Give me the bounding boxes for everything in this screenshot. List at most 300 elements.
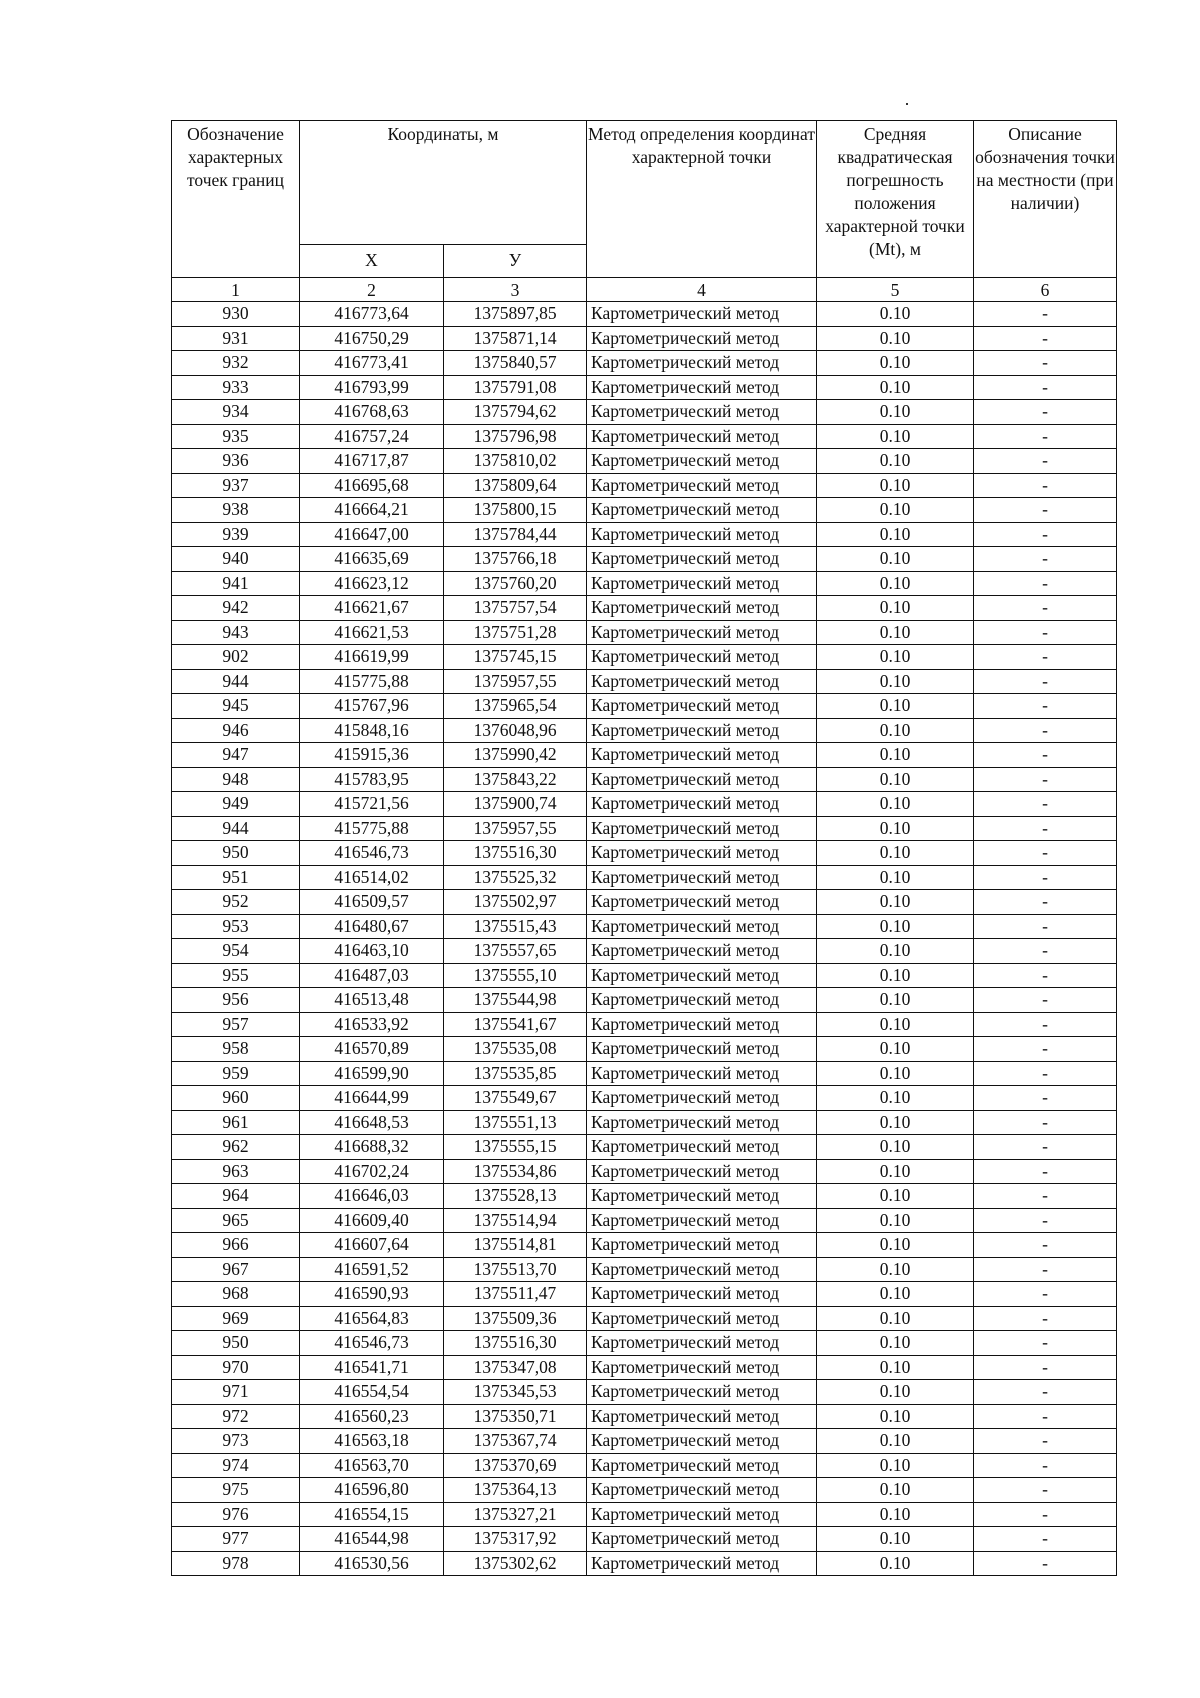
- point-id-cell: 972: [172, 1404, 300, 1429]
- description-cell: -: [974, 1331, 1117, 1356]
- point-id-cell: 947: [172, 743, 300, 768]
- description-cell: -: [974, 718, 1117, 743]
- description-cell: -: [974, 963, 1117, 988]
- point-id-cell: 956: [172, 988, 300, 1013]
- method-cell: Картометрический метод: [587, 1453, 817, 1478]
- table-row: [172, 963, 1117, 988]
- x-coordinate-cell: 416563,18: [300, 1429, 444, 1454]
- y-coordinate-cell: 1375345,53: [444, 1380, 587, 1405]
- point-id-cell: 950: [172, 841, 300, 866]
- method-cell: Картометрический метод: [587, 302, 817, 327]
- x-coordinate-cell: 416644,99: [300, 1086, 444, 1111]
- table-row: [172, 694, 1117, 719]
- point-id-cell: 971: [172, 1380, 300, 1405]
- table-row: [172, 375, 1117, 400]
- x-coordinate-cell: 416509,57: [300, 890, 444, 915]
- y-coordinate-cell: 1375535,08: [444, 1037, 587, 1062]
- method-cell: Картометрический метод: [587, 522, 817, 547]
- error-cell: 0.10: [817, 1061, 974, 1086]
- error-cell: 0.10: [817, 1429, 974, 1454]
- method-cell: Картометрический метод: [587, 1478, 817, 1503]
- method-cell: Картометрический метод: [587, 620, 817, 645]
- x-coordinate-cell: 416648,53: [300, 1110, 444, 1135]
- table-row: [172, 841, 1117, 866]
- header-x: X: [300, 244, 444, 277]
- method-cell: Картометрический метод: [587, 988, 817, 1013]
- point-id-cell: 942: [172, 596, 300, 621]
- table-row: [172, 1037, 1117, 1062]
- y-coordinate-cell: 1375957,55: [444, 816, 587, 841]
- table-row: [172, 743, 1117, 768]
- description-cell: -: [974, 547, 1117, 572]
- description-cell: -: [974, 1282, 1117, 1307]
- y-coordinate-cell: 1375347,08: [444, 1355, 587, 1380]
- method-cell: Картометрический метод: [587, 351, 817, 376]
- description-cell: -: [974, 767, 1117, 792]
- point-id-cell: 975: [172, 1478, 300, 1503]
- table-row: [172, 914, 1117, 939]
- error-cell: 0.10: [817, 669, 974, 694]
- y-coordinate-cell: 1375843,22: [444, 767, 587, 792]
- method-cell: Картометрический метод: [587, 498, 817, 523]
- x-coordinate-cell: 416623,12: [300, 571, 444, 596]
- table-row: [172, 1404, 1117, 1429]
- error-cell: 0.10: [817, 767, 974, 792]
- description-cell: -: [974, 473, 1117, 498]
- x-coordinate-cell: 416702,24: [300, 1159, 444, 1184]
- table-row: [172, 522, 1117, 547]
- header-y: У: [444, 244, 587, 277]
- table-row: [172, 1086, 1117, 1111]
- method-cell: Картометрический метод: [587, 792, 817, 817]
- description-cell: -: [974, 694, 1117, 719]
- point-id-cell: 940: [172, 547, 300, 572]
- column-number: 2: [300, 278, 444, 302]
- description-cell: -: [974, 375, 1117, 400]
- method-cell: Картометрический метод: [587, 1184, 817, 1209]
- method-cell: Картометрический метод: [587, 841, 817, 866]
- method-cell: Картометрический метод: [587, 1086, 817, 1111]
- y-coordinate-cell: 1375796,98: [444, 424, 587, 449]
- x-coordinate-cell: 416533,92: [300, 1012, 444, 1037]
- table-row: [172, 326, 1117, 351]
- error-cell: 0.10: [817, 449, 974, 474]
- table-row: [172, 718, 1117, 743]
- x-coordinate-cell: 416793,99: [300, 375, 444, 400]
- point-id-cell: 959: [172, 1061, 300, 1086]
- y-coordinate-cell: 1375302,62: [444, 1551, 587, 1576]
- x-coordinate-cell: 416599,90: [300, 1061, 444, 1086]
- error-cell: 0.10: [817, 1110, 974, 1135]
- point-id-cell: 969: [172, 1306, 300, 1331]
- description-cell: -: [974, 1159, 1117, 1184]
- table-row: [172, 1061, 1117, 1086]
- error-cell: 0.10: [817, 1331, 974, 1356]
- y-coordinate-cell: 1375555,15: [444, 1135, 587, 1160]
- method-cell: Картометрический метод: [587, 914, 817, 939]
- y-coordinate-cell: 1375965,54: [444, 694, 587, 719]
- error-cell: 0.10: [817, 1159, 974, 1184]
- x-coordinate-cell: 416773,64: [300, 302, 444, 327]
- x-coordinate-cell: 415848,16: [300, 718, 444, 743]
- method-cell: Картометрический метод: [587, 1404, 817, 1429]
- y-coordinate-cell: 1375794,62: [444, 400, 587, 425]
- y-coordinate-cell: 1375511,47: [444, 1282, 587, 1307]
- column-number-row: [172, 278, 1117, 302]
- description-cell: -: [974, 914, 1117, 939]
- table-row: [172, 988, 1117, 1013]
- method-cell: Картометрический метод: [587, 767, 817, 792]
- x-coordinate-cell: 416647,00: [300, 522, 444, 547]
- x-coordinate-cell: 416530,56: [300, 1551, 444, 1576]
- table-row: [172, 1502, 1117, 1527]
- y-coordinate-cell: 1375551,13: [444, 1110, 587, 1135]
- method-cell: Картометрический метод: [587, 816, 817, 841]
- method-cell: Картометрический метод: [587, 645, 817, 670]
- method-cell: Картометрический метод: [587, 1282, 817, 1307]
- description-cell: -: [974, 400, 1117, 425]
- x-coordinate-cell: 416591,52: [300, 1257, 444, 1282]
- error-cell: 0.10: [817, 939, 974, 964]
- error-cell: 0.10: [817, 375, 974, 400]
- method-cell: Картометрический метод: [587, 963, 817, 988]
- error-cell: 0.10: [817, 1233, 974, 1258]
- error-cell: 0.10: [817, 620, 974, 645]
- column-number: 5: [817, 278, 974, 302]
- error-cell: 0.10: [817, 1453, 974, 1478]
- description-cell: -: [974, 865, 1117, 890]
- header-method: Метод определения координат характерной точки: [587, 121, 817, 278]
- header-error: Средняя квадратическая погрешность положения характерной точки (Mt), м: [817, 121, 974, 278]
- point-id-cell: 976: [172, 1502, 300, 1527]
- x-coordinate-cell: 416541,71: [300, 1355, 444, 1380]
- x-coordinate-cell: 416544,98: [300, 1527, 444, 1552]
- point-id-cell: 948: [172, 767, 300, 792]
- y-coordinate-cell: 1375766,18: [444, 547, 587, 572]
- table-row: [172, 1233, 1117, 1258]
- error-cell: 0.10: [817, 963, 974, 988]
- error-cell: 0.10: [817, 1527, 974, 1552]
- error-cell: 0.10: [817, 1380, 974, 1405]
- description-cell: -: [974, 326, 1117, 351]
- error-cell: 0.10: [817, 424, 974, 449]
- error-cell: 0.10: [817, 841, 974, 866]
- method-cell: Картометрический метод: [587, 1502, 817, 1527]
- error-cell: 0.10: [817, 547, 974, 572]
- y-coordinate-cell: 1375557,65: [444, 939, 587, 964]
- table-row: [172, 645, 1117, 670]
- method-cell: Картометрический метод: [587, 669, 817, 694]
- y-coordinate-cell: 1375897,85: [444, 302, 587, 327]
- method-cell: Картометрический метод: [587, 1331, 817, 1356]
- x-coordinate-cell: 416554,15: [300, 1502, 444, 1527]
- table-row: [172, 1527, 1117, 1552]
- method-cell: Картометрический метод: [587, 1551, 817, 1576]
- point-id-cell: 950: [172, 1331, 300, 1356]
- method-cell: Картометрический метод: [587, 1110, 817, 1135]
- table-row: [172, 816, 1117, 841]
- point-id-cell: 955: [172, 963, 300, 988]
- method-cell: Картометрический метод: [587, 694, 817, 719]
- x-coordinate-cell: 416563,70: [300, 1453, 444, 1478]
- method-cell: Картометрический метод: [587, 743, 817, 768]
- table-row: [172, 939, 1117, 964]
- method-cell: Картометрический метод: [587, 1037, 817, 1062]
- description-cell: -: [974, 1135, 1117, 1160]
- table-row: [172, 1355, 1117, 1380]
- description-cell: -: [974, 1110, 1117, 1135]
- table-row: [172, 767, 1117, 792]
- x-coordinate-cell: 415783,95: [300, 767, 444, 792]
- table-row: [172, 1208, 1117, 1233]
- y-coordinate-cell: 1375745,15: [444, 645, 587, 670]
- point-id-cell: 933: [172, 375, 300, 400]
- error-cell: 0.10: [817, 890, 974, 915]
- y-coordinate-cell: 1375350,71: [444, 1404, 587, 1429]
- error-cell: 0.10: [817, 302, 974, 327]
- table-row: [172, 792, 1117, 817]
- description-cell: -: [974, 890, 1117, 915]
- point-id-cell: 960: [172, 1086, 300, 1111]
- point-id-cell: 968: [172, 1282, 300, 1307]
- method-cell: Картометрический метод: [587, 449, 817, 474]
- y-coordinate-cell: 1375871,14: [444, 326, 587, 351]
- point-id-cell: 973: [172, 1429, 300, 1454]
- y-coordinate-cell: 1375541,67: [444, 1012, 587, 1037]
- x-coordinate-cell: 416546,73: [300, 841, 444, 866]
- x-coordinate-cell: 416621,67: [300, 596, 444, 621]
- y-coordinate-cell: 1375525,32: [444, 865, 587, 890]
- error-cell: 0.10: [817, 522, 974, 547]
- point-id-cell: 943: [172, 620, 300, 645]
- point-id-cell: 939: [172, 522, 300, 547]
- description-cell: -: [974, 841, 1117, 866]
- point-id-cell: 966: [172, 1233, 300, 1258]
- column-number: 3: [444, 278, 587, 302]
- x-coordinate-cell: 416688,32: [300, 1135, 444, 1160]
- description-cell: -: [974, 620, 1117, 645]
- y-coordinate-cell: 1375555,10: [444, 963, 587, 988]
- y-coordinate-cell: 1375317,92: [444, 1527, 587, 1552]
- y-coordinate-cell: 1375513,70: [444, 1257, 587, 1282]
- x-coordinate-cell: 416757,24: [300, 424, 444, 449]
- table-row: [172, 424, 1117, 449]
- point-id-cell: 967: [172, 1257, 300, 1282]
- point-id-cell: 963: [172, 1159, 300, 1184]
- point-id-cell: 958: [172, 1037, 300, 1062]
- y-coordinate-cell: 1375840,57: [444, 351, 587, 376]
- x-coordinate-cell: 416646,03: [300, 1184, 444, 1209]
- method-cell: Картометрический метод: [587, 1429, 817, 1454]
- description-cell: -: [974, 424, 1117, 449]
- method-cell: Картометрический метод: [587, 1527, 817, 1552]
- table-row: [172, 1380, 1117, 1405]
- error-cell: 0.10: [817, 1282, 974, 1307]
- description-cell: -: [974, 351, 1117, 376]
- description-cell: -: [974, 1502, 1117, 1527]
- x-coordinate-cell: 416596,80: [300, 1478, 444, 1503]
- point-id-cell: 978: [172, 1551, 300, 1576]
- x-coordinate-cell: 416773,41: [300, 351, 444, 376]
- description-cell: -: [974, 1012, 1117, 1037]
- description-cell: -: [974, 1306, 1117, 1331]
- description-cell: -: [974, 1355, 1117, 1380]
- method-cell: Картометрический метод: [587, 596, 817, 621]
- point-id-cell: 957: [172, 1012, 300, 1037]
- x-coordinate-cell: 416717,87: [300, 449, 444, 474]
- method-cell: Картометрический метод: [587, 375, 817, 400]
- point-id-cell: 938: [172, 498, 300, 523]
- table-row: [172, 1184, 1117, 1209]
- table-row: [172, 571, 1117, 596]
- table-row: [172, 669, 1117, 694]
- x-coordinate-cell: 416560,23: [300, 1404, 444, 1429]
- x-coordinate-cell: 416480,67: [300, 914, 444, 939]
- point-id-cell: 945: [172, 694, 300, 719]
- error-cell: 0.10: [817, 914, 974, 939]
- description-cell: -: [974, 596, 1117, 621]
- description-cell: -: [974, 988, 1117, 1013]
- x-coordinate-cell: 416546,73: [300, 1331, 444, 1356]
- method-cell: Картометрический метод: [587, 1208, 817, 1233]
- error-cell: 0.10: [817, 596, 974, 621]
- point-id-cell: 937: [172, 473, 300, 498]
- point-id-cell: 902: [172, 645, 300, 670]
- description-cell: -: [974, 571, 1117, 596]
- error-cell: 0.10: [817, 1306, 974, 1331]
- table-header: [172, 121, 1117, 302]
- table-row: [172, 302, 1117, 327]
- description-cell: -: [974, 669, 1117, 694]
- table-row: [172, 351, 1117, 376]
- table-row: [172, 449, 1117, 474]
- description-cell: -: [974, 1453, 1117, 1478]
- point-id-cell: 931: [172, 326, 300, 351]
- error-cell: 0.10: [817, 1355, 974, 1380]
- x-coordinate-cell: 416513,48: [300, 988, 444, 1013]
- y-coordinate-cell: 1375528,13: [444, 1184, 587, 1209]
- error-cell: 0.10: [817, 1257, 974, 1282]
- point-id-cell: 930: [172, 302, 300, 327]
- method-cell: Картометрический метод: [587, 890, 817, 915]
- point-id-cell: 964: [172, 1184, 300, 1209]
- table-row: [172, 620, 1117, 645]
- y-coordinate-cell: 1375784,44: [444, 522, 587, 547]
- coordinates-table: [171, 120, 1117, 1576]
- y-coordinate-cell: 1375900,74: [444, 792, 587, 817]
- table-row: [172, 1135, 1117, 1160]
- header-coordinates: Координаты, м: [300, 121, 587, 245]
- y-coordinate-cell: 1375544,98: [444, 988, 587, 1013]
- y-coordinate-cell: 1376048,96: [444, 718, 587, 743]
- error-cell: 0.10: [817, 988, 974, 1013]
- point-id-cell: 961: [172, 1110, 300, 1135]
- error-cell: 0.10: [817, 473, 974, 498]
- y-coordinate-cell: 1375549,67: [444, 1086, 587, 1111]
- point-id-cell: 954: [172, 939, 300, 964]
- x-coordinate-cell: 416635,69: [300, 547, 444, 572]
- method-cell: Картометрический метод: [587, 1159, 817, 1184]
- method-cell: Картометрический метод: [587, 1355, 817, 1380]
- table-row: [172, 400, 1117, 425]
- description-cell: -: [974, 1404, 1117, 1429]
- x-coordinate-cell: 416695,68: [300, 473, 444, 498]
- point-id-cell: 944: [172, 669, 300, 694]
- x-coordinate-cell: 416564,83: [300, 1306, 444, 1331]
- y-coordinate-cell: 1375502,97: [444, 890, 587, 915]
- error-cell: 0.10: [817, 743, 974, 768]
- description-cell: -: [974, 1527, 1117, 1552]
- point-id-cell: 962: [172, 1135, 300, 1160]
- point-id-cell: 932: [172, 351, 300, 376]
- x-coordinate-cell: 416750,29: [300, 326, 444, 351]
- method-cell: Картометрический метод: [587, 473, 817, 498]
- description-cell: -: [974, 498, 1117, 523]
- description-cell: -: [974, 1037, 1117, 1062]
- y-coordinate-cell: 1375757,54: [444, 596, 587, 621]
- error-cell: 0.10: [817, 1208, 974, 1233]
- y-coordinate-cell: 1375327,21: [444, 1502, 587, 1527]
- method-cell: Картометрический метод: [587, 424, 817, 449]
- table-row: [172, 473, 1117, 498]
- method-cell: Картометрический метод: [587, 718, 817, 743]
- description-cell: -: [974, 1478, 1117, 1503]
- method-cell: Картометрический метод: [587, 547, 817, 572]
- error-cell: 0.10: [817, 816, 974, 841]
- scan-speck: [906, 103, 908, 105]
- point-id-cell: 936: [172, 449, 300, 474]
- method-cell: Картометрический метод: [587, 939, 817, 964]
- description-cell: -: [974, 816, 1117, 841]
- error-cell: 0.10: [817, 1086, 974, 1111]
- header-description: Описание обозначения точки на местности (при наличии): [974, 121, 1117, 278]
- column-number: 6: [974, 278, 1117, 302]
- point-id-cell: 934: [172, 400, 300, 425]
- method-cell: Картометрический метод: [587, 1306, 817, 1331]
- error-cell: 0.10: [817, 792, 974, 817]
- x-coordinate-cell: 415915,36: [300, 743, 444, 768]
- point-id-cell: 965: [172, 1208, 300, 1233]
- description-cell: -: [974, 1551, 1117, 1576]
- x-coordinate-cell: 416590,93: [300, 1282, 444, 1307]
- description-cell: -: [974, 1086, 1117, 1111]
- error-cell: 0.10: [817, 1478, 974, 1503]
- x-coordinate-cell: 416619,99: [300, 645, 444, 670]
- error-cell: 0.10: [817, 718, 974, 743]
- y-coordinate-cell: 1375791,08: [444, 375, 587, 400]
- y-coordinate-cell: 1375810,02: [444, 449, 587, 474]
- description-cell: -: [974, 645, 1117, 670]
- y-coordinate-cell: 1375367,74: [444, 1429, 587, 1454]
- method-cell: Картометрический метод: [587, 1012, 817, 1037]
- y-coordinate-cell: 1375800,15: [444, 498, 587, 523]
- table-row: [172, 498, 1117, 523]
- description-cell: -: [974, 743, 1117, 768]
- method-cell: Картометрический метод: [587, 326, 817, 351]
- y-coordinate-cell: 1375751,28: [444, 620, 587, 645]
- error-cell: 0.10: [817, 1012, 974, 1037]
- y-coordinate-cell: 1375957,55: [444, 669, 587, 694]
- point-id-cell: 941: [172, 571, 300, 596]
- description-cell: -: [974, 792, 1117, 817]
- table-row: [172, 1306, 1117, 1331]
- y-coordinate-cell: 1375370,69: [444, 1453, 587, 1478]
- method-cell: Картометрический метод: [587, 1233, 817, 1258]
- description-cell: -: [974, 1208, 1117, 1233]
- y-coordinate-cell: 1375760,20: [444, 571, 587, 596]
- point-id-cell: 953: [172, 914, 300, 939]
- table-row: [172, 1282, 1117, 1307]
